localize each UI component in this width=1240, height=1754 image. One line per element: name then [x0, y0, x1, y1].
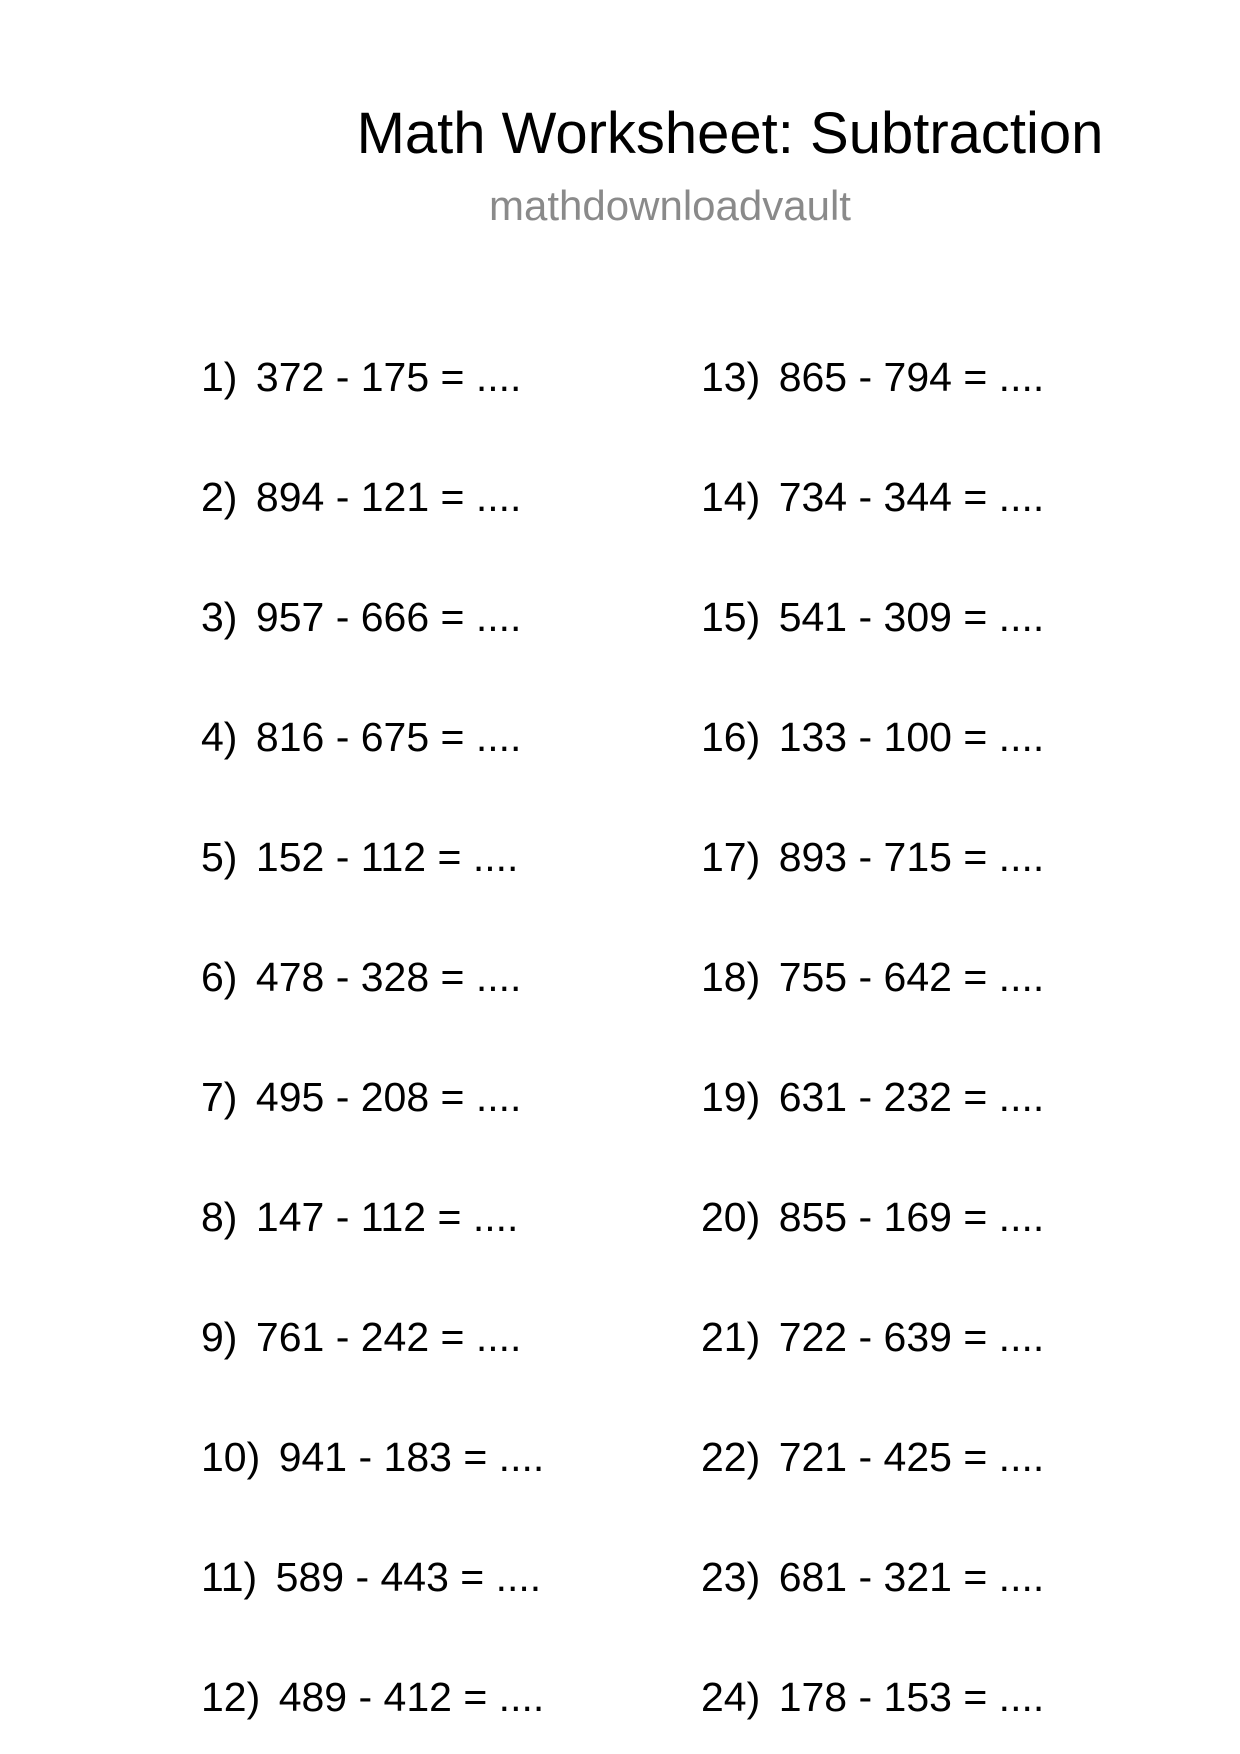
problem-item	[701, 711, 1044, 763]
problem-number: 2)	[201, 474, 238, 520]
problem-number: 14)	[701, 474, 761, 520]
problem-expression: 372 - 175 = ....	[255, 354, 522, 400]
problem-item	[701, 1431, 1044, 1483]
problem-item	[201, 1431, 544, 1483]
problem-number: 5)	[201, 834, 238, 880]
problem-item	[201, 1071, 521, 1123]
problem-number: 4)	[201, 714, 238, 760]
problem-number: 12)	[201, 1674, 261, 1720]
problem-expression: 152 - 112 = ....	[255, 834, 519, 880]
problem-item	[701, 351, 1044, 403]
problem-number: 22)	[701, 1434, 761, 1480]
problem-expression: 957 - 666 = ....	[255, 594, 522, 640]
problem-number: 24)	[701, 1674, 761, 1720]
problem-expression: 478 - 328 = ....	[255, 954, 522, 1000]
problem-number: 3)	[201, 594, 238, 640]
problem-expression: 489 - 412 = ....	[278, 1674, 545, 1720]
worksheet-subtitle: mathdownloadvault	[489, 182, 851, 229]
problem-number: 8)	[201, 1194, 238, 1240]
worksheet-title: Math Worksheet: Subtraction	[356, 101, 1104, 166]
problem-item	[201, 351, 521, 403]
problem-item	[201, 1671, 544, 1723]
problem-expression: 495 - 208 = ....	[255, 1074, 522, 1120]
problem-number: 1)	[201, 354, 238, 400]
problem-item	[201, 591, 521, 643]
problem-expression: 894 - 121 = ....	[255, 474, 522, 520]
problem-expression: 855 - 169 = ....	[778, 1194, 1045, 1240]
problem-number: 13)	[701, 354, 761, 400]
problem-item	[201, 711, 521, 763]
problem-number: 6)	[201, 954, 238, 1000]
problem-number: 17)	[701, 834, 761, 880]
problem-expression: 681 - 321 = ....	[778, 1554, 1045, 1600]
problem-expression: 721 - 425 = ....	[778, 1434, 1045, 1480]
problem-item	[201, 951, 521, 1003]
problem-number: 21)	[701, 1314, 761, 1360]
problem-expression: 589 - 443 = ....	[275, 1554, 542, 1600]
problem-number: 9)	[201, 1314, 238, 1360]
problem-expression: 761 - 242 = ....	[255, 1314, 522, 1360]
problem-expression: 865 - 794 = ....	[778, 354, 1045, 400]
problem-number: 16)	[701, 714, 761, 760]
problem-number: 20)	[701, 1194, 761, 1240]
problem-expression: 941 - 183 = ....	[278, 1434, 545, 1480]
problem-item	[201, 1191, 518, 1243]
problem-expression: 541 - 309 = ....	[778, 594, 1045, 640]
problem-item	[201, 471, 521, 523]
problem-item	[701, 951, 1044, 1003]
problem-number: 11)	[201, 1554, 258, 1600]
problem-item	[701, 471, 1044, 523]
problem-expression: 178 - 153 = ....	[778, 1674, 1045, 1720]
problem-expression: 631 - 232 = ....	[778, 1074, 1045, 1120]
problem-number: 19)	[701, 1074, 761, 1120]
problem-expression: 147 - 112 = ....	[255, 1194, 519, 1240]
problem-number: 10)	[201, 1434, 261, 1480]
problem-item	[701, 1551, 1044, 1603]
problem-number: 7)	[201, 1074, 238, 1120]
problem-number: 18)	[701, 954, 761, 1000]
problem-number: 23)	[701, 1554, 761, 1600]
problem-item	[201, 1551, 541, 1603]
problem-expression: 755 - 642 = ....	[778, 954, 1045, 1000]
problem-expression: 133 - 100 = ....	[778, 714, 1045, 760]
problem-item	[701, 591, 1044, 643]
problem-number: 15)	[701, 594, 761, 640]
problem-item	[201, 831, 518, 883]
problem-item	[701, 1071, 1044, 1123]
problem-item	[701, 1671, 1044, 1723]
problem-item	[701, 1191, 1044, 1243]
problem-item	[201, 1311, 521, 1363]
problem-expression: 893 - 715 = ....	[778, 834, 1045, 880]
problem-expression: 816 - 675 = ....	[255, 714, 522, 760]
problem-expression: 722 - 639 = ....	[778, 1314, 1045, 1360]
problem-item	[701, 1311, 1044, 1363]
problem-item	[701, 831, 1044, 883]
problem-expression: 734 - 344 = ....	[778, 474, 1045, 520]
